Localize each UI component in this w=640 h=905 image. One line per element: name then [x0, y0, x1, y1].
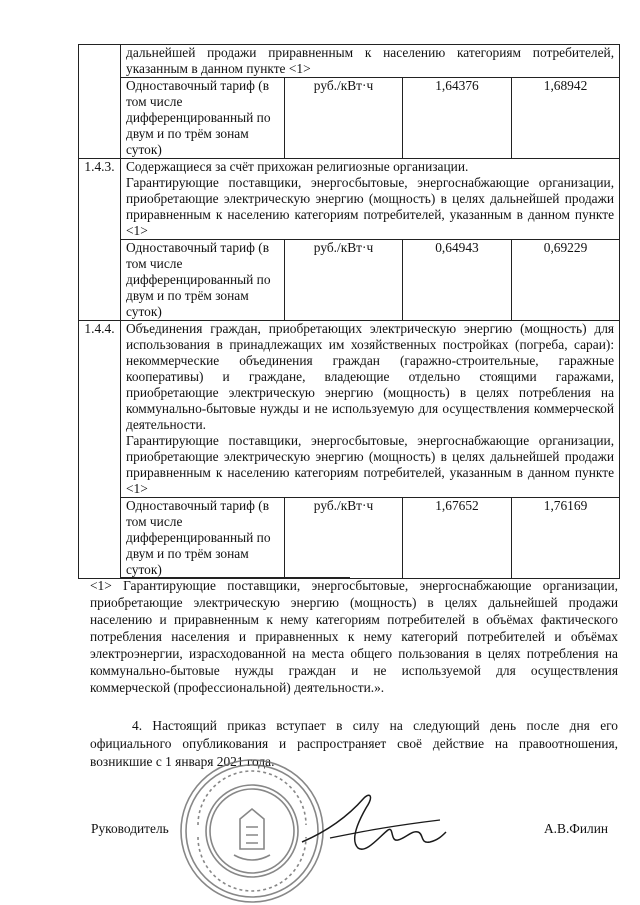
signatory-name: А.В.Филин — [544, 821, 609, 836]
description-text: Объединения граждан, приобретающих электрическую энергию (мощность) для использования в принадлежащих им хозяйственных постройках (погреба, сараи): некоммерческие объединения граждан (гаражно-строительные, гаражные кооперативы) и граждане, владеющие отдельно стоящими гаражами, приобретающие электрическую энергию (мощность) в целях потребления на коммунально-бытовые нужды и не используемую для осуществления коммерческой деятельности. — [126, 321, 615, 432]
value-cell-first-half: 1,67652 — [403, 498, 512, 579]
tariff-table — [78, 44, 620, 579]
handwritten-signature-icon — [300, 790, 450, 860]
value-cell-first-half: 0,64943 — [403, 240, 512, 321]
value-cell-second-half: 1,76169 — [512, 498, 620, 579]
table-row — [79, 321, 620, 498]
row-number-cell: 1.4.3. — [79, 159, 121, 321]
table-row — [79, 159, 620, 240]
value-cell-second-half: 1,68942 — [512, 78, 620, 159]
unit-cell: руб./кВт·ч — [285, 78, 403, 159]
table-row — [79, 498, 620, 579]
footnote: <1> Гарантирующие поставщики, энергосбытовые, энергоснабжающие организации, приобретающие электрическую энергию (мощность) в целях дальнейшей продажи населению и приравненным к нему категориям потребителей в объёмах фактического потребления населения и приравненных к нему категорий потребителей и объёмах электроэнергии, израсходованной на места общего пользования в целях потребления на коммунально-бытовые нужды граждан и не используемой для осуществления коммерческой (профессиональной) деятельности.». — [90, 578, 618, 695]
description-text: Гарантирующие поставщики, энергосбытовые, энергоснабжающие организации, приобретающие электрическую энергию (мощность) в целях дальнейшей продажи приравненным к населению категориям потребителей, указанным в данном пункте <1> — [126, 175, 615, 238]
unit-cell: руб./кВт·ч — [285, 240, 403, 321]
category-description — [121, 45, 620, 78]
tariff-name-cell: Одноставочный тариф (в том числе дифференцированный по двум и по трём зонам суток) — [121, 78, 285, 159]
description-text: Содержащиеся за счёт прихожан религиозные организации. — [126, 159, 469, 174]
description-text: Гарантирующие поставщики, энергосбытовые, энергоснабжающие организации, приобретающие электрическую энергию (мощность) в целях дальнейшей продажи приравненным к населению категориям потребителей, указанным в данном пункте <1> — [126, 433, 615, 496]
row-number-cell — [79, 45, 121, 159]
row-number-cell: 1.4.4. — [79, 321, 121, 579]
description-text: дальнейшей продажи приравненным к населению категориям потребителей, указанным в данном пункте <1> — [126, 45, 615, 76]
category-description — [121, 321, 620, 498]
paragraph-4: 4. Настоящий приказ вступает в силу на следующий день после дня его официального опубликования и распространяет своё действие на правоотношения, возникшие с 1 января 2021 года. — [90, 718, 618, 769]
value-cell-first-half: 1,64376 — [403, 78, 512, 159]
tariff-name-cell: Одноставочный тариф (в том числе дифференцированный по двум и по трём зонам суток) — [121, 240, 285, 321]
tariff-name-cell: Одноставочный тариф (в том числе дифференцированный по двум и по трём зонам суток) — [121, 498, 285, 579]
table-row — [79, 45, 620, 78]
unit-cell: руб./кВт·ч — [285, 498, 403, 579]
category-description — [121, 159, 620, 240]
table-row — [79, 78, 620, 159]
signatory-role: Руководитель — [91, 821, 169, 836]
table-row — [79, 240, 620, 321]
value-cell-second-half: 0,69229 — [512, 240, 620, 321]
